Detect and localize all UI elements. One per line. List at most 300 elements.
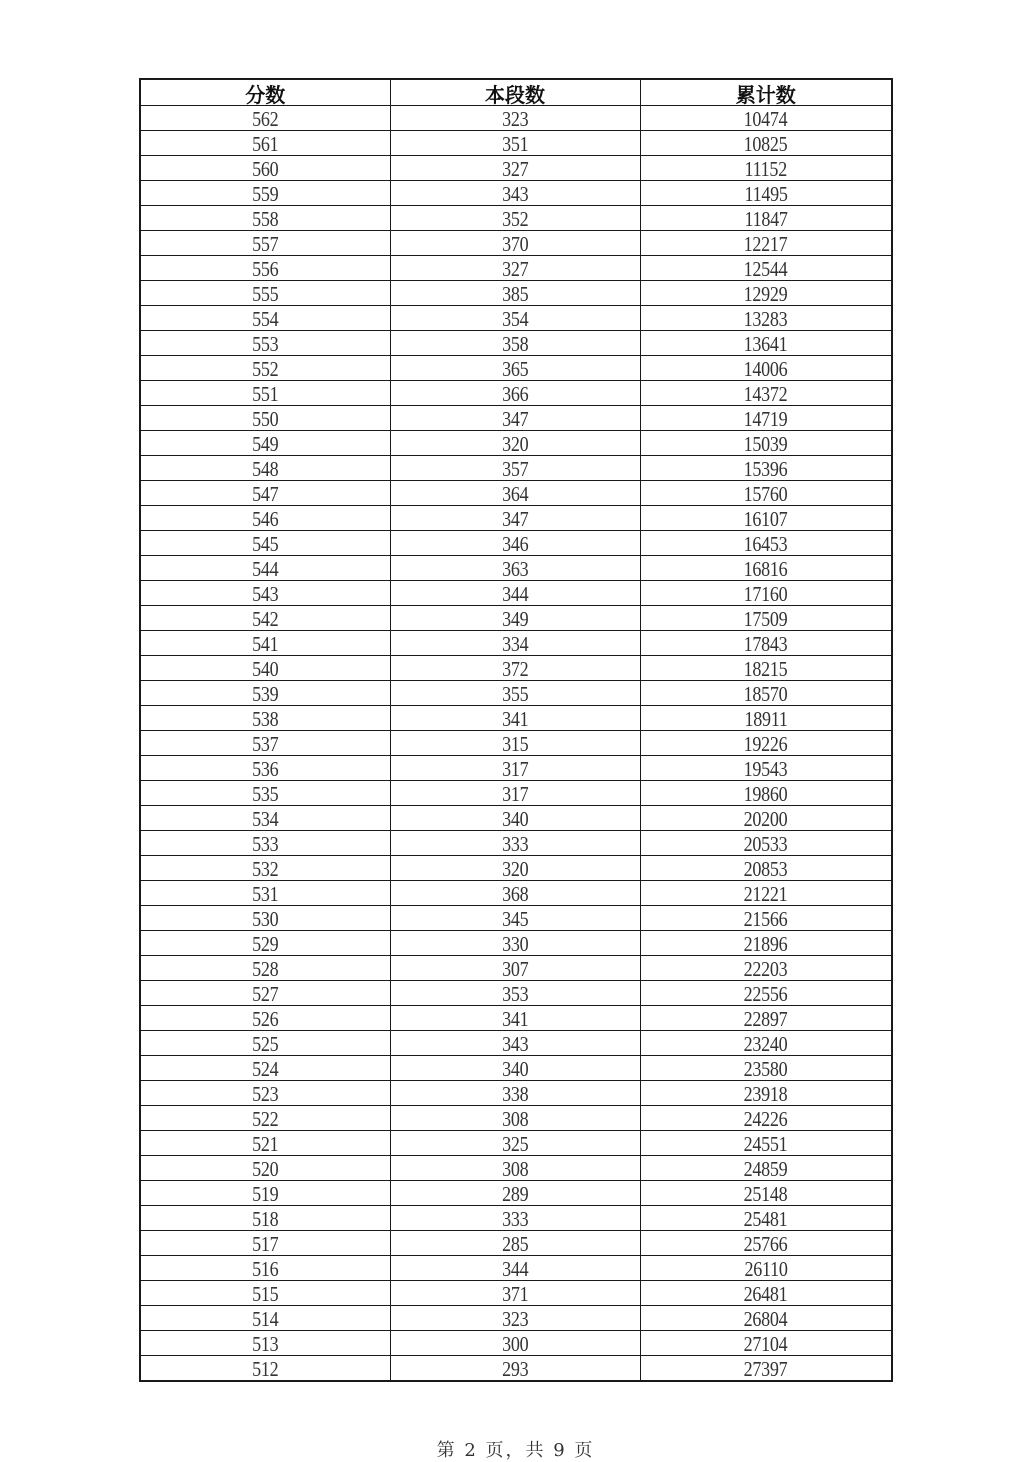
cell-segment-count [390,131,640,156]
cell-score-text: 535 [252,782,279,806]
cell-segment-count-text: 285 [501,1232,529,1256]
cell-cumulative-count-text: 25766 [743,1232,788,1256]
cell-segment-count-text: 366 [501,382,529,406]
cell-segment-count [390,181,640,206]
cell-cumulative-count [640,481,892,506]
table-row [140,1106,892,1131]
cell-cumulative-count-text: 25148 [743,1182,788,1206]
cell-segment-count-text: 341 [501,1007,529,1031]
table-row [140,306,892,331]
cell-score [140,356,390,381]
table-row [140,1031,892,1056]
cell-score-text: 529 [252,932,279,956]
cell-segment-count [390,681,640,706]
cell-score [140,1006,390,1031]
table-row [140,1306,892,1331]
cell-cumulative-count-text: 11495 [744,182,788,206]
cell-segment-count-text: 327 [501,257,529,281]
cell-cumulative-count [640,156,892,181]
cell-cumulative-count [640,906,892,931]
table-row [140,731,892,756]
cell-segment-count-text: 308 [501,1107,529,1131]
cell-cumulative-count [640,331,892,356]
cell-score-text: 518 [252,1207,279,1231]
cell-segment-count [390,1131,640,1156]
cell-cumulative-count [640,781,892,806]
cell-segment-count [390,1331,640,1356]
cell-score-text: 539 [252,682,279,706]
cell-score-text: 516 [252,1257,279,1281]
cell-score-text: 551 [252,382,279,406]
cell-segment-count [390,831,640,856]
cell-score [140,1231,390,1256]
cell-segment-count-text: 385 [501,282,529,306]
header-segment-count: 本段数 [390,79,640,106]
cell-cumulative-count-text: 15396 [743,457,788,481]
cell-cumulative-count-text: 14006 [743,357,788,381]
cell-score [140,381,390,406]
cell-cumulative-count-text: 21221 [743,882,788,906]
cell-cumulative-count-text: 26804 [743,1307,788,1331]
cell-cumulative-count-text: 21896 [743,932,788,956]
cell-score-text: 536 [252,757,279,781]
cell-cumulative-count-text: 14372 [743,382,788,406]
cell-score [140,1056,390,1081]
table-row [140,206,892,231]
cell-segment-count-text: 358 [501,332,529,356]
cell-score [140,706,390,731]
cell-cumulative-count [640,1156,892,1181]
cell-segment-count-text: 341 [501,707,529,731]
cell-segment-count-text: 327 [501,157,529,181]
cell-score [140,1031,390,1056]
table-body [140,106,892,1382]
cell-cumulative-count [640,1181,892,1206]
cell-segment-count [390,1356,640,1382]
cell-segment-count [390,556,640,581]
table-row [140,531,892,556]
table-row [140,456,892,481]
cell-cumulative-count [640,1281,892,1306]
table-row [140,1131,892,1156]
cell-score [140,1206,390,1231]
cell-segment-count [390,106,640,131]
table-row [140,331,892,356]
cell-cumulative-count [640,506,892,531]
cell-cumulative-count-text: 12217 [743,232,788,256]
cell-segment-count-text: 349 [501,607,529,631]
cell-cumulative-count-text: 16107 [743,507,788,531]
cell-segment-count [390,156,640,181]
cell-cumulative-count-text: 23918 [743,1082,788,1106]
cell-segment-count [390,1306,640,1331]
cell-segment-count [390,456,640,481]
table-row [140,181,892,206]
cell-score [140,331,390,356]
cell-score [140,431,390,456]
cell-segment-count-text: 333 [501,1207,529,1231]
cell-cumulative-count-text: 26481 [743,1282,788,1306]
cell-segment-count-text: 343 [501,182,529,206]
cell-cumulative-count-text: 13641 [743,332,788,356]
cell-segment-count-text: 365 [501,357,529,381]
cell-score-text: 517 [252,1232,279,1256]
cell-cumulative-count-text: 11847 [744,207,788,231]
cell-segment-count-text: 308 [501,1157,529,1181]
cell-score-text: 558 [252,207,279,231]
page-number-footer: 第 2 页，共 9 页 [436,1440,595,1461]
cell-score [140,581,390,606]
cell-segment-count [390,356,640,381]
table-row [140,381,892,406]
cell-segment-count-text: 353 [501,982,529,1006]
cell-score-text: 556 [252,257,279,281]
cell-cumulative-count [640,281,892,306]
cell-cumulative-count-text: 24859 [743,1157,788,1181]
cell-cumulative-count [640,706,892,731]
cell-segment-count-text: 315 [501,732,529,756]
cell-cumulative-count-text: 19226 [743,732,788,756]
table-row [140,981,892,1006]
cell-cumulative-count [640,106,892,131]
cell-score-text: 528 [252,957,279,981]
cell-segment-count-text: 323 [501,1307,529,1331]
cell-segment-count [390,706,640,731]
cell-segment-count [390,806,640,831]
cell-score-text: 552 [252,357,279,381]
cell-score [140,306,390,331]
cell-cumulative-count [640,1256,892,1281]
cell-cumulative-count [640,956,892,981]
cell-cumulative-count-text: 18215 [743,657,788,681]
cell-segment-count-text: 352 [501,207,529,231]
cell-segment-count-text: 347 [501,507,529,531]
cell-cumulative-count [640,181,892,206]
cell-segment-count [390,506,640,531]
cell-cumulative-count [640,381,892,406]
cell-segment-count-text: 363 [501,557,529,581]
cell-segment-count [390,1006,640,1031]
cell-score [140,106,390,131]
cell-segment-count-text: 289 [501,1182,529,1206]
cell-segment-count [390,1206,640,1231]
cell-score [140,531,390,556]
table-row [140,1231,892,1256]
table-row [140,881,892,906]
table-row [140,1331,892,1356]
cell-cumulative-count-text: 22203 [743,957,788,981]
header-score: 分数 [140,79,390,106]
table-row [140,681,892,706]
cell-cumulative-count [640,681,892,706]
cell-score [140,181,390,206]
cell-score-text: 512 [252,1357,279,1381]
cell-segment-count-text: 333 [501,832,529,856]
table-row [140,1181,892,1206]
cell-cumulative-count [640,1006,892,1031]
table-row [140,631,892,656]
cell-score-text: 555 [252,282,279,306]
cell-segment-count [390,656,640,681]
cell-score [140,456,390,481]
table-row [140,281,892,306]
cell-segment-count [390,1056,640,1081]
cell-cumulative-count [640,981,892,1006]
cell-score-text: 531 [252,882,279,906]
cell-segment-count [390,856,640,881]
cell-segment-count [390,256,640,281]
cell-segment-count-text: 344 [501,1257,529,1281]
cell-segment-count [390,281,640,306]
cell-cumulative-count [640,431,892,456]
cell-cumulative-count [640,831,892,856]
cell-segment-count [390,331,640,356]
cell-score-text: 537 [252,732,279,756]
table-row [140,481,892,506]
cell-score [140,156,390,181]
cell-cumulative-count-text: 17843 [743,632,788,656]
table-row [140,356,892,381]
cell-cumulative-count-text: 15039 [743,432,788,456]
cell-score-text: 544 [252,557,279,581]
table-row [140,231,892,256]
cell-cumulative-count [640,1056,892,1081]
cell-cumulative-count [640,606,892,631]
cell-cumulative-count [640,1206,892,1231]
cell-segment-count-text: 320 [501,432,529,456]
cell-score-text: 527 [252,982,279,1006]
cell-score [140,606,390,631]
table-row [140,606,892,631]
cell-score-text: 557 [252,232,279,256]
cell-cumulative-count [640,406,892,431]
cell-segment-count [390,756,640,781]
table-row [140,931,892,956]
cell-cumulative-count [640,131,892,156]
table-row [140,506,892,531]
cell-cumulative-count [640,881,892,906]
cell-segment-count-text: 317 [501,757,529,781]
table-row [140,156,892,181]
cell-cumulative-count [640,206,892,231]
cell-cumulative-count-text: 24551 [743,1132,788,1156]
cell-segment-count-text: 323 [501,107,529,131]
cell-cumulative-count [640,1331,892,1356]
cell-segment-count-text: 344 [501,582,529,606]
cell-segment-count [390,781,640,806]
cell-score-text: 526 [252,1007,279,1031]
cell-segment-count-text: 320 [501,857,529,881]
table-row [140,131,892,156]
table-row [140,806,892,831]
table-row [140,956,892,981]
table-row [140,1156,892,1181]
cell-cumulative-count [640,1031,892,1056]
cell-segment-count [390,581,640,606]
table-row [140,906,892,931]
cell-cumulative-count-text: 18911 [744,707,788,731]
cell-score-text: 545 [252,532,279,556]
cell-score-text: 522 [252,1107,279,1131]
cell-score [140,1306,390,1331]
table-row [140,581,892,606]
table-row [140,1206,892,1231]
cell-segment-count [390,1256,640,1281]
cell-score [140,1106,390,1131]
cell-score [140,931,390,956]
cell-cumulative-count-text: 20200 [743,807,788,831]
cell-score [140,881,390,906]
cell-score [140,131,390,156]
cell-score [140,1281,390,1306]
cell-cumulative-count [640,1131,892,1156]
cell-segment-count [390,531,640,556]
table-row [140,756,892,781]
cell-segment-count [390,1106,640,1131]
cell-cumulative-count-text: 27397 [743,1357,788,1381]
cell-segment-count-text: 370 [501,232,529,256]
cell-cumulative-count [640,731,892,756]
cell-cumulative-count-text: 13283 [743,307,788,331]
cell-cumulative-count [640,856,892,881]
cell-score [140,1331,390,1356]
cell-score-text: 525 [252,1032,279,1056]
cell-score-text: 520 [252,1157,279,1181]
table-row [140,1006,892,1031]
cell-score [140,981,390,1006]
cell-cumulative-count [640,656,892,681]
cell-segment-count [390,956,640,981]
cell-score [140,681,390,706]
cell-segment-count [390,931,640,956]
cell-segment-count [390,1081,640,1106]
cell-score-text: 532 [252,857,279,881]
cell-segment-count [390,981,640,1006]
cell-cumulative-count-text: 22897 [743,1007,788,1031]
cell-cumulative-count [640,631,892,656]
cell-score-text: 519 [252,1182,279,1206]
cell-segment-count-text: 354 [501,307,529,331]
cell-score-text: 533 [252,832,279,856]
cell-segment-count-text: 345 [501,907,529,931]
table-row [140,781,892,806]
cell-score [140,1156,390,1181]
cell-cumulative-count-text: 15760 [743,482,788,506]
cell-segment-count [390,431,640,456]
cell-cumulative-count [640,581,892,606]
cell-cumulative-count [640,1106,892,1131]
cell-cumulative-count [640,806,892,831]
cell-cumulative-count [640,756,892,781]
cell-cumulative-count-text: 10825 [743,132,788,156]
cell-score-text: 553 [252,332,279,356]
cell-cumulative-count [640,456,892,481]
cell-score [140,406,390,431]
cell-segment-count-text: 346 [501,532,529,556]
cell-score [140,781,390,806]
cell-segment-count [390,631,640,656]
cell-score-text: 534 [252,807,279,831]
cell-score [140,1256,390,1281]
cell-score [140,731,390,756]
cell-segment-count-text: 355 [501,682,529,706]
cell-cumulative-count [640,1081,892,1106]
cell-cumulative-count-text: 11152 [744,157,788,181]
cell-cumulative-count-text: 17160 [743,582,788,606]
cell-segment-count-text: 307 [501,957,529,981]
cell-segment-count-text: 325 [501,1132,529,1156]
cell-cumulative-count [640,256,892,281]
cell-segment-count-text: 372 [501,657,529,681]
cell-score-text: 546 [252,507,279,531]
cell-score [140,556,390,581]
cell-segment-count [390,906,640,931]
cell-score [140,1356,390,1382]
cell-cumulative-count [640,556,892,581]
cell-segment-count-text: 330 [501,932,529,956]
cell-score-text: 550 [252,407,279,431]
cell-score-text: 542 [252,607,279,631]
cell-cumulative-count-text: 26110 [744,1257,788,1281]
cell-segment-count-text: 340 [501,807,529,831]
cell-cumulative-count [640,1356,892,1382]
cell-cumulative-count-text: 12544 [743,257,788,281]
cell-segment-count [390,1281,640,1306]
cell-score [140,481,390,506]
cell-score-text: 561 [252,132,279,156]
cell-segment-count-text: 300 [501,1332,529,1356]
table-row [140,856,892,881]
cell-cumulative-count [640,1306,892,1331]
cell-score [140,1181,390,1206]
cell-score-text: 538 [252,707,279,731]
cell-cumulative-count-text: 20853 [743,857,788,881]
table-row [140,431,892,456]
cell-cumulative-count [640,231,892,256]
cell-score-text: 515 [252,1282,279,1306]
table-row [140,556,892,581]
cell-cumulative-count [640,931,892,956]
cell-score-text: 560 [252,157,279,181]
cell-segment-count [390,206,640,231]
cell-segment-count [390,481,640,506]
cell-segment-count-text: 368 [501,882,529,906]
cell-segment-count [390,1156,640,1181]
cell-score [140,1131,390,1156]
cell-score [140,656,390,681]
cell-score-text: 562 [252,107,279,131]
cell-score-text: 524 [252,1057,279,1081]
cell-cumulative-count [640,1231,892,1256]
cell-score-text: 547 [252,482,279,506]
cell-score [140,906,390,931]
cell-score-text: 540 [252,657,279,681]
cell-segment-count [390,406,640,431]
table-row [140,256,892,281]
cell-cumulative-count-text: 23580 [743,1057,788,1081]
cell-score-text: 513 [252,1332,279,1356]
table-header-row [140,79,892,106]
cell-segment-count [390,231,640,256]
cell-score [140,506,390,531]
cell-segment-count [390,881,640,906]
cell-segment-count [390,606,640,631]
cell-score-text: 530 [252,907,279,931]
cell-cumulative-count-text: 16453 [743,532,788,556]
cell-cumulative-count-text: 22556 [743,982,788,1006]
cell-segment-count [390,1181,640,1206]
cell-score-text: 559 [252,182,279,206]
